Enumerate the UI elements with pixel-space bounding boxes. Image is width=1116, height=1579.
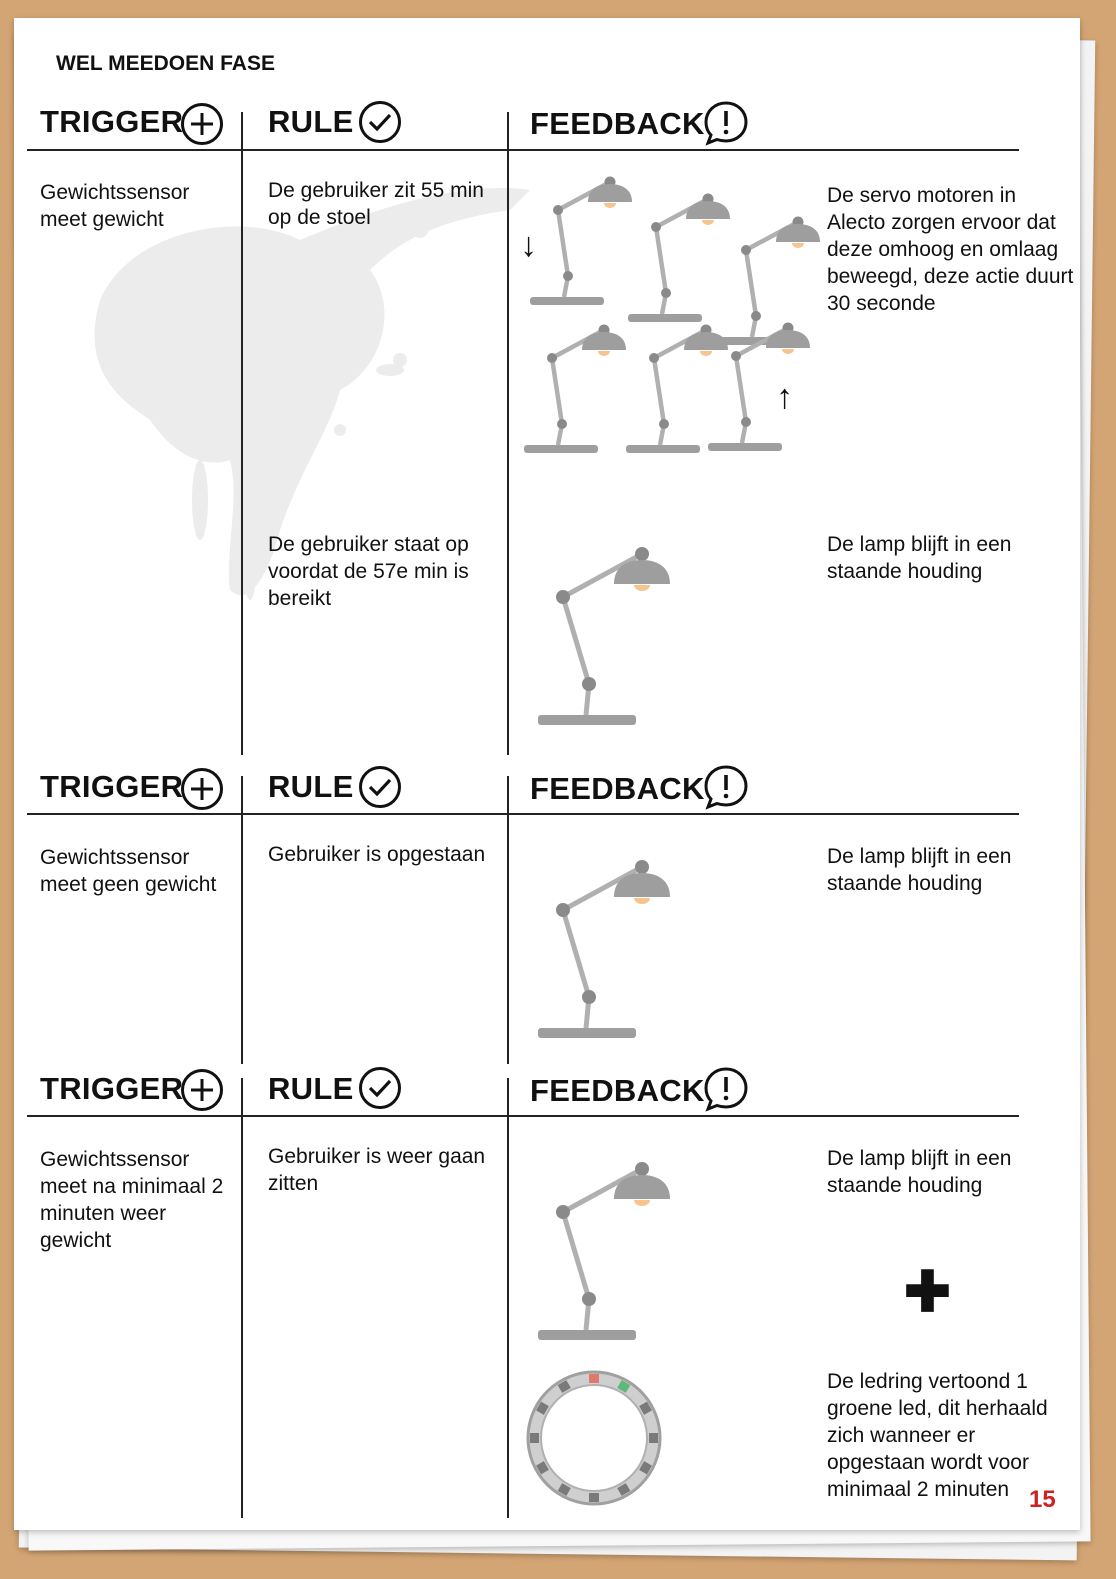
trigger-text: Gewichtssensor meet gewicht bbox=[40, 181, 190, 231]
check-circle-icon bbox=[358, 100, 402, 144]
section-divider bbox=[27, 149, 1019, 151]
plus-icon: ✚ bbox=[904, 1260, 951, 1323]
lamp-frame-icon bbox=[524, 325, 626, 454]
lamp-standing-icon bbox=[528, 1155, 688, 1345]
lamp-frame-icon bbox=[628, 194, 730, 323]
exclamation-bubble-icon bbox=[703, 1066, 749, 1112]
feedback-text: De lamp blijft in een staande houding bbox=[827, 533, 1012, 583]
check-circle-icon bbox=[358, 765, 402, 809]
exclamation-bubble-icon bbox=[703, 100, 749, 146]
column-divider bbox=[507, 1078, 509, 1518]
arrow-up-icon: ↑ bbox=[776, 378, 793, 416]
rule-text: De gebruiker staat op voordat de 57e min is bereikt bbox=[268, 533, 469, 610]
trigger-text: Gewichtssensor meet na minimaal 2 minuten weer gewicht bbox=[40, 1148, 224, 1252]
rule-header: RULE bbox=[268, 104, 354, 139]
section-divider bbox=[27, 813, 1019, 815]
rule-text: Gebruiker is opgestaan bbox=[268, 843, 486, 866]
column-divider bbox=[507, 776, 509, 1064]
lamp-frame-icon bbox=[718, 217, 820, 346]
check-circle-icon bbox=[358, 1066, 402, 1110]
lamp-standing-icon bbox=[528, 540, 688, 730]
column-divider bbox=[241, 1078, 243, 1518]
lamp-movement-sequence bbox=[512, 168, 822, 463]
rule-text: De gebruiker zit 55 min op de stoel bbox=[268, 179, 484, 229]
feedback-header: FEEDBACK bbox=[530, 1073, 705, 1108]
lamp-frame-icon bbox=[626, 325, 728, 454]
rule-header: RULE bbox=[268, 769, 354, 804]
feedback-text: De lamp blijft in een staande houding bbox=[827, 1147, 1012, 1197]
trigger-text: Gewichtssensor meet geen gewicht bbox=[40, 846, 217, 896]
plus-circle-icon bbox=[180, 102, 224, 146]
feedback-text: De servo motoren in Alecto zorgen ervoor dat deze omhoog en omlaag beweegd, deze actie duurt 30 seconde bbox=[827, 184, 1074, 315]
lamp-standing-icon bbox=[528, 853, 688, 1043]
trigger-header: TRIGGER bbox=[40, 1071, 184, 1106]
trigger-header: TRIGGER bbox=[40, 104, 184, 139]
page-number: 15 bbox=[1029, 1486, 1056, 1513]
feedback-header: FEEDBACK bbox=[530, 106, 705, 141]
column-divider bbox=[241, 112, 243, 755]
led-ring-icon bbox=[524, 1368, 664, 1508]
plus-circle-icon bbox=[180, 1068, 224, 1112]
trigger-header: TRIGGER bbox=[40, 769, 184, 804]
rule-text: Gebruiker is weer gaan zitten bbox=[268, 1145, 486, 1195]
rule-header: RULE bbox=[268, 1071, 354, 1106]
feedback-text: De lamp blijft in een staande houding bbox=[827, 845, 1012, 895]
section-divider bbox=[27, 1115, 1019, 1117]
feedback-text: De ledring vertoond 1 groene led, dit herhaald zich wanneer er opgestaan wordt voor minimaal 2 minuten bbox=[827, 1370, 1048, 1501]
column-divider bbox=[241, 776, 243, 1064]
column-divider bbox=[507, 112, 509, 755]
exclamation-bubble-icon bbox=[703, 764, 749, 810]
feedback-header: FEEDBACK bbox=[530, 771, 705, 806]
arrow-down-icon: ↓ bbox=[520, 226, 537, 264]
plus-circle-icon bbox=[180, 767, 224, 811]
lamp-frame-icon bbox=[530, 177, 632, 306]
led-red bbox=[589, 1374, 599, 1383]
phase-title: WEL MEEDOEN FASE bbox=[56, 52, 275, 75]
